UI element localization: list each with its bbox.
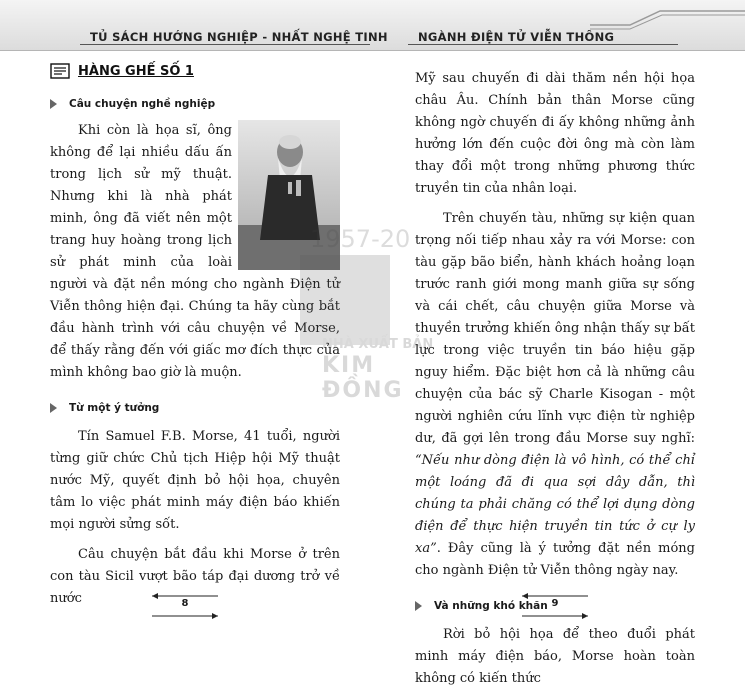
paragraph-morse-intro: Tín Samuel F.B. Morse, 41 tuổi, người từng giữ chức Chủ tịch Hiệp hội Mỹ thuật nước Mỹ, quyết định bỏ hội họa, chuyên tâm lo việc phát minh máy điện báo khiến mọi người sửng sốt. [50,429,340,532]
morse-portrait-photo [238,120,340,270]
list-icon [50,63,70,79]
subheading-story [50,94,340,114]
paragraph-difficulties: Rời bỏ hội họa để theo đuổi phát minh máy điện báo, Morse hoàn toàn không có kiến thức [415,627,695,686]
section-heading [50,58,340,84]
paragraph-voyage-start: Trên chuyến tàu, những sự kiện quan trọng nối tiếp nhau xảy ra với Morse: con tàu gặp bão biển, hành khách hoảng loạn trước ranh giới mong manh giữa sự sống và cái chết, câu chuyện giữa Morse và thuyền trưởng khiến ông nhận thấy sự bất lực trong việc truyền tin báo hiệu gặp nguy hiểm. Đặc biệt hơn cả là những câu chuyện của bác sỹ Charle Kisogan - một người nghiên cứu lĩnh vực điện từ nghiệp dư, đã gợi lên trong đầu Morse suy nghĩ: [415,211,695,446]
left-page [50,58,340,614]
page-number-right: 9 [551,598,559,609]
triangle-bullet-icon [415,601,422,611]
subheading-difficulties-text: Và những khó khăn [434,600,548,612]
paragraph-voyage-end: . Đây cũng là ý tưởng đặt nền móng cho ngành Điện tử Viễn thông ngày nay. [415,541,695,578]
paragraph-continuation: Mỹ sau chuyến đi dài thăm nền hội họa châu Âu. Chính bản thân Morse cũng không ngờ chuyến đi ấy không những ảnh hưởng lớn đến cuộc đời ông mà còn làm thay đổi một trong những phương thức truyền tin của nhân loại. [415,71,695,196]
page-footer-left [150,592,220,620]
paragraph-voyage [415,208,695,582]
header-rule-right [408,44,678,45]
subheading-story-text: Câu chuyện nghề nghiệp [69,98,216,110]
morse-quote: “Nếu như dòng điện là vô hình, có thể chỉ một loáng đã đi qua sợi dây dẫn, thì chúng ta phải chăng có thể lợi dụng dòng điện để thực hiện truyền tin tức ở cự ly xa” [415,453,695,556]
book-title: NGÀNH ĐIỆN TỬ VIỄN THÔNG [418,30,615,44]
page-footer-right [520,592,590,620]
header-rule-left [80,44,370,45]
intro-block [50,120,340,384]
subheading-idea [50,398,340,418]
watermark-number: 1957-20 [310,225,411,253]
watermark-brand: KIM ĐỒNG [322,353,404,403]
subheading-idea-text: Từ một ý tưởng [69,402,160,414]
watermark-publisher: NHÀ XUẤT BẢN [322,337,434,352]
intro-paragraph: Khi còn là họa sĩ, ông không để lại nhiều dấu ấn trong lịch sử mỹ thuật. Nhưng khi là nhà phát minh, ông đã viết nên một trang huy hoàng trong lịch sử phát minh của loài người và đặt nền móng cho ngành Điện tử Viễn thông hiện đại. Chúng ta hãy cùng bắt đầu hành trình với câu chuyện về Morse, để thấy rằng đến với giấc mơ đích thực của mình không bao giờ là muộn. [50,123,340,380]
section-heading-text: HÀNG GHẾ SỐ 1 [78,63,194,79]
triangle-bullet-icon [50,99,57,109]
paragraph-story-start: Câu chuyện bắt đầu khi Morse ở trên con tàu Sicil vượt bão táp đại dương trở về nước [50,547,340,606]
page-header [0,0,745,51]
rail-decoration-icon [590,7,745,31]
page-number-left: 8 [181,598,189,609]
triangle-bullet-icon [50,403,57,413]
series-title: TỦ SÁCH HƯỚNG NGHIỆP - NHẤT NGHỆ TINH [90,30,388,44]
